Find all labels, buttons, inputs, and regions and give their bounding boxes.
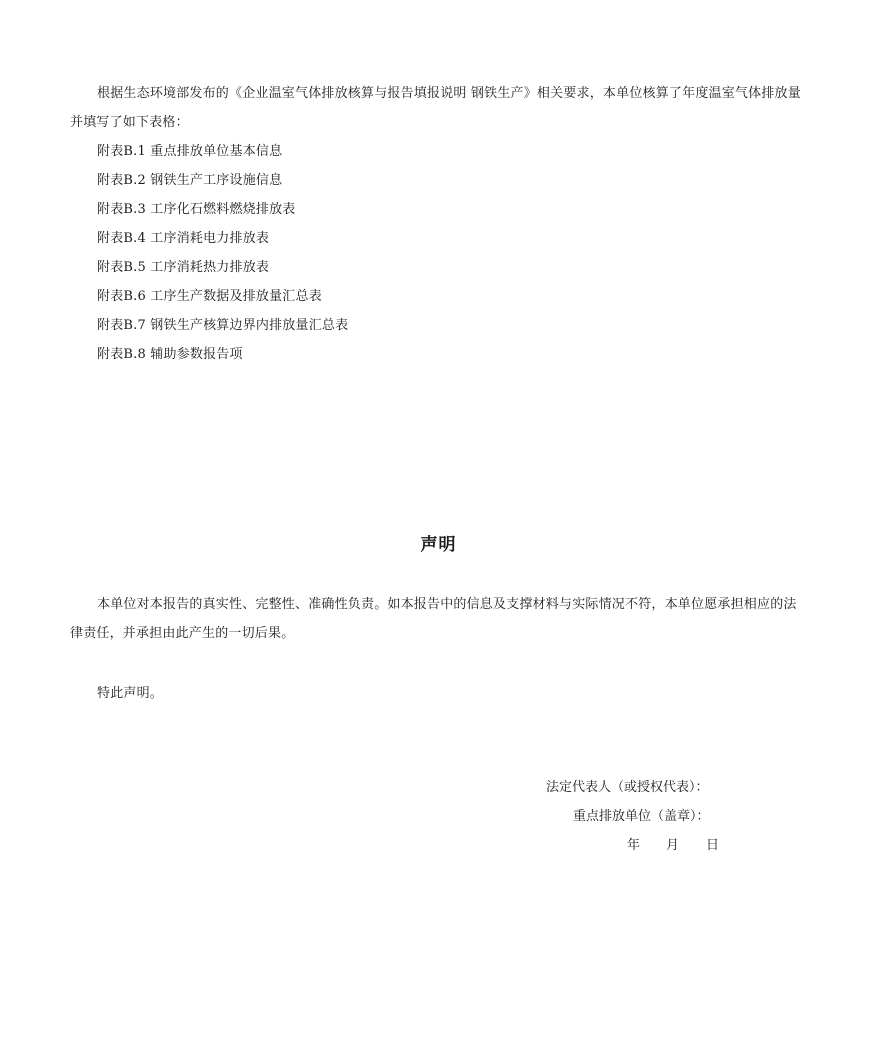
declaration-line-2: 律责任，并承担由此产生的一切后果。 <box>70 626 295 641</box>
date-year-label: 年 <box>627 838 641 853</box>
list-item: 附表B.3 工序化石燃料燃烧排放表 <box>97 202 296 217</box>
date-month-label: 月 <box>666 838 680 853</box>
list-item: 附表B.6 工序生产数据及排放量汇总表 <box>97 289 322 304</box>
list-item: 附表B.8 辅助参数报告项 <box>97 347 243 362</box>
list-item: 附表B.4 工序消耗电力排放表 <box>97 231 270 246</box>
declaration-line-1: 本单位对本报告的真实性、完整性、准确性负责。如本报告中的信息及支撑材料与实际情况不符，本单位愿承担相应的法 <box>97 597 797 612</box>
list-item: 附表B.7 钢铁生产核算边界内排放量汇总表 <box>97 318 349 333</box>
legal-representative-label: 法定代表人（或授权代表）： <box>546 780 709 795</box>
intro-line-1: 根据生态环境部发布的《企业温室气体排放核算与报告填报说明 钢铁生产》相关要求，本单位核算了年度温室气体排放量 <box>97 86 801 101</box>
declaration-title: 声明 <box>420 535 457 555</box>
intro-line-2: 并填写了如下表格： <box>70 115 189 130</box>
list-item: 附表B.5 工序消耗热力排放表 <box>97 260 270 275</box>
date-day-label: 日 <box>706 838 720 853</box>
list-item: 附表B.2 钢铁生产工序设施信息 <box>97 173 283 188</box>
declaration-closing: 特此声明。 <box>97 686 164 701</box>
list-item: 附表B.1 重点排放单位基本信息 <box>97 144 283 159</box>
emission-unit-seal-label: 重点排放单位（盖章）： <box>573 809 710 824</box>
